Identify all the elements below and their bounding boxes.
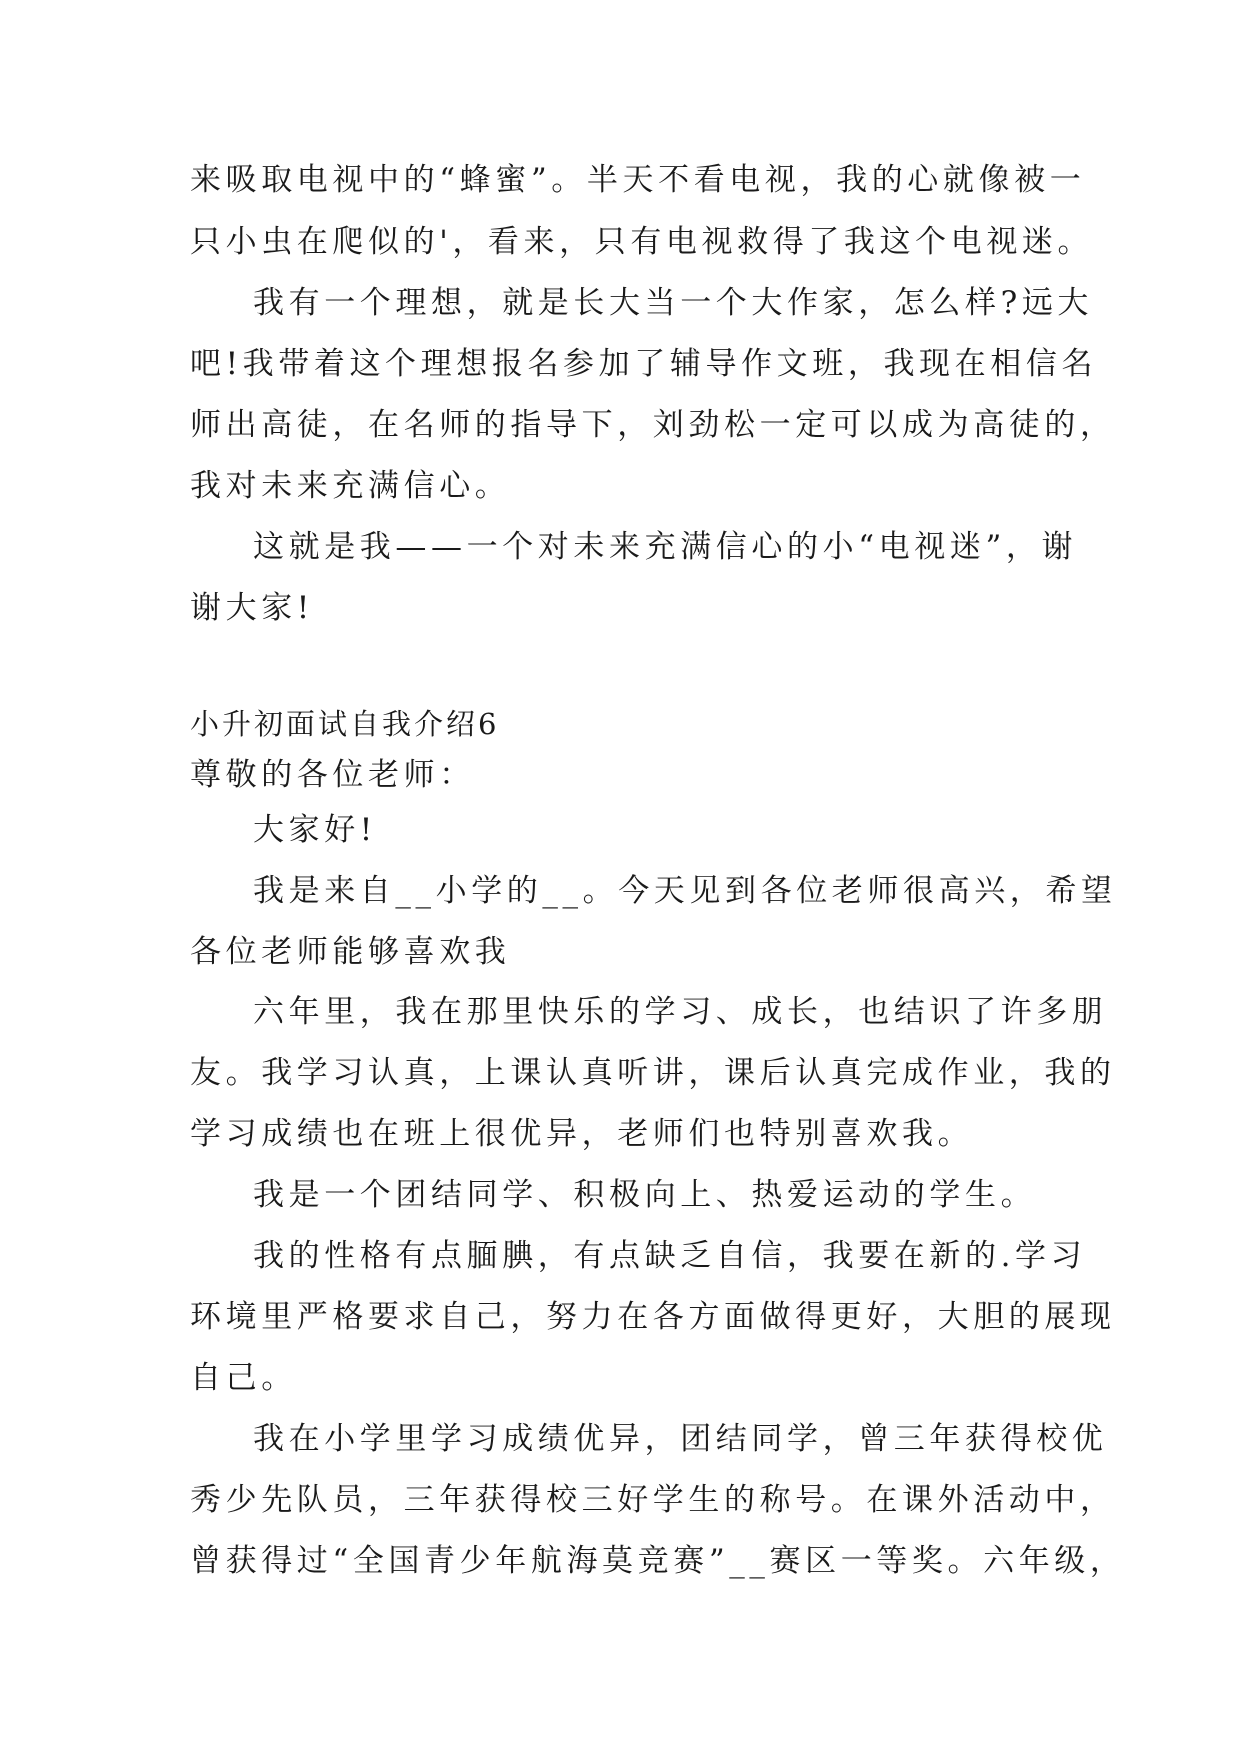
- paragraph-line: 来吸取电视中的“蜂蜜”。半天不看电视，我的心就像被一: [190, 162, 1086, 198]
- greeting: 大家好!: [253, 812, 377, 848]
- paragraph-line: 学习成绩也在班上很优异，老师们也特别喜欢我。: [190, 1116, 974, 1152]
- paragraph-line: 秀少先队员，三年获得校三好学生的称号。在课外活动中，: [190, 1482, 1116, 1518]
- paragraph-line: 我有一个理想，就是长大当一个大作家，怎么样?远大: [253, 285, 1094, 321]
- paragraph-line: 友。我学习认真，上课认真听讲，课后认真完成作业，我的: [190, 1055, 1116, 1091]
- paragraph-line: 我的性格有点腼腆，有点缺乏自信，我要在新的.学习: [253, 1238, 1087, 1274]
- paragraph-line: 各位老师能够喜欢我: [190, 934, 511, 970]
- paragraph-line: 师出高徒，在名师的指导下，刘劲松一定可以成为高徒的，: [190, 407, 1116, 443]
- paragraph-line: 自己。: [190, 1360, 297, 1396]
- section-heading: 小升初面试自我介绍6: [190, 707, 500, 741]
- paragraph-line: 六年里，我在那里快乐的学习、成长，也结识了许多朋: [253, 994, 1108, 1030]
- paragraph-line: 我是一个团结同学、积极向上、热爱运动的学生。: [253, 1177, 1037, 1213]
- paragraph-line: 曾获得过“全国青少年航海莫竞赛”__赛区一等奖。六年级，: [190, 1543, 1126, 1579]
- paragraph-line: 环境里严格要求自己，努力在各方面做得更好，大胆的展现: [190, 1299, 1116, 1335]
- paragraph-line: 只小虫在爬似的'，看来，只有电视救得了我这个电视迷。: [190, 224, 1094, 260]
- paragraph-line: 吧!我带着这个理想报名参加了辅导作文班，我现在相信名: [190, 346, 1098, 382]
- paragraph-line: 谢大家!: [190, 590, 314, 626]
- salutation: 尊敬的各位老师：: [190, 757, 475, 793]
- paragraph-line: 我是来自__小学的__。今天见到各位老师很高兴，希望: [253, 873, 1117, 909]
- paragraph-line: 这就是我——一个对未来充满信心的小“电视迷”，谢: [253, 529, 1078, 565]
- paragraph-line: 我在小学里学习成绩优异，团结同学，曾三年获得校优: [253, 1421, 1108, 1457]
- paragraph-line: 我对未来充满信心。: [190, 468, 511, 504]
